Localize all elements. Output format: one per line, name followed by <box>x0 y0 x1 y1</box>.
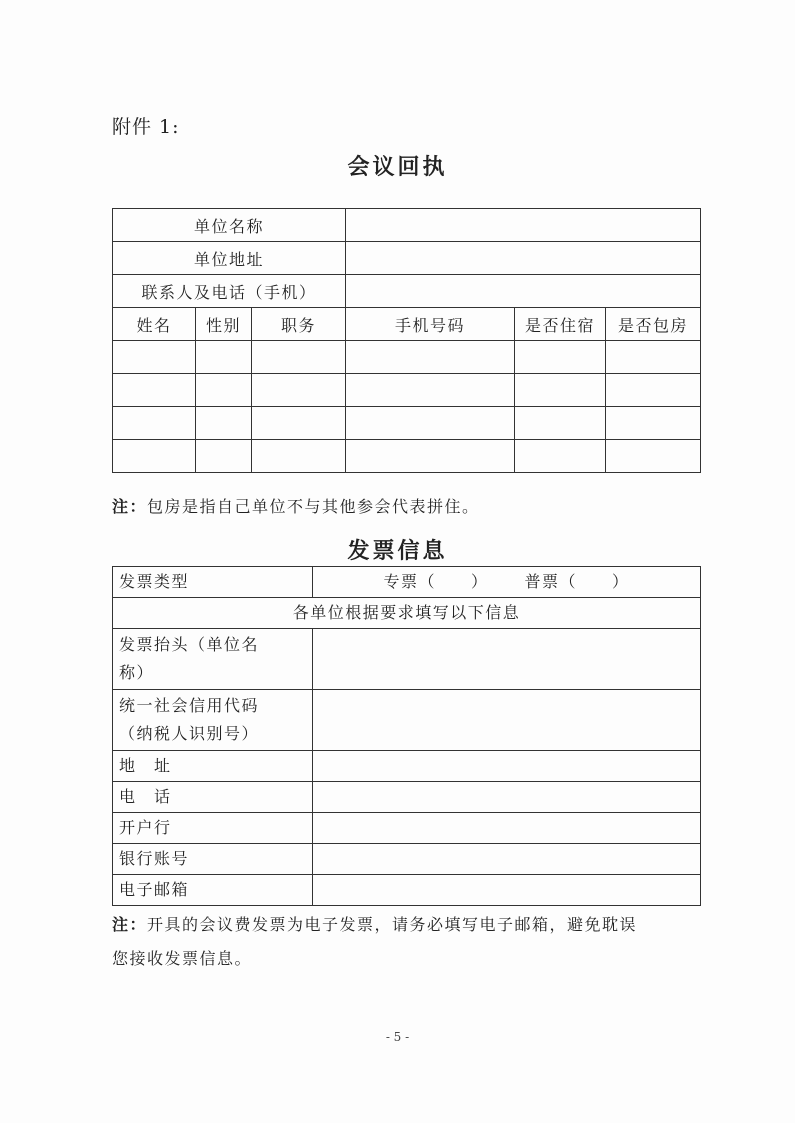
invoice-phone-row <box>113 782 701 813</box>
invoice-phone-label: 电 话 <box>113 782 313 813</box>
name-cell[interactable] <box>113 407 196 440</box>
email-field[interactable] <box>313 875 701 906</box>
contact-row <box>113 275 701 308</box>
invoice-type-label: 发票类型 <box>113 567 313 598</box>
mobile-cell[interactable] <box>346 341 515 374</box>
unit-name-field[interactable] <box>346 209 701 242</box>
name-cell[interactable] <box>113 440 196 473</box>
receipt-note <box>112 490 480 524</box>
account-field[interactable] <box>313 844 701 875</box>
invoice-phone-field[interactable] <box>313 782 701 813</box>
lodging-cell[interactable] <box>515 407 606 440</box>
private-room-cell[interactable] <box>606 341 701 374</box>
unit-address-label: 单位地址 <box>113 242 346 275</box>
credit-code-label-line1: 统一社会信用代码 <box>119 696 260 715</box>
invoice-address-label: 地 址 <box>113 751 313 782</box>
contact-field[interactable] <box>346 275 701 308</box>
invoice-type-normal[interactable]: 普票（ ） <box>524 572 630 591</box>
table-row <box>113 440 701 473</box>
email-label: 电子邮箱 <box>113 875 313 906</box>
bank-row <box>113 813 701 844</box>
col-name: 姓名 <box>113 308 196 341</box>
lodging-cell[interactable] <box>515 341 606 374</box>
credit-code-field[interactable] <box>313 690 701 751</box>
gender-cell[interactable] <box>196 440 252 473</box>
position-cell[interactable] <box>252 440 346 473</box>
unit-address-field[interactable] <box>346 242 701 275</box>
gender-cell[interactable] <box>196 374 252 407</box>
table-row <box>113 374 701 407</box>
private-room-cell[interactable] <box>606 440 701 473</box>
column-header-row <box>113 308 701 341</box>
bank-field[interactable] <box>313 813 701 844</box>
bank-label: 开户行 <box>113 813 313 844</box>
invoice-header-field[interactable] <box>313 629 701 690</box>
invoice-address-row <box>113 751 701 782</box>
mobile-cell[interactable] <box>346 407 515 440</box>
invoice-header-label-line1: 发票抬头（单位名 <box>119 635 260 654</box>
invoice-header-label-line2: 称） <box>119 663 155 682</box>
invoice-header-label <box>113 629 313 690</box>
invoice-note-prefix: 注： <box>112 915 148 934</box>
mobile-cell[interactable] <box>346 374 515 407</box>
invoice-note-line1: 开具的会议费发票为电子发票，请务必填写电子邮箱，避免耽误 <box>147 915 638 934</box>
col-position: 职务 <box>252 308 346 341</box>
private-room-cell[interactable] <box>606 407 701 440</box>
invoice-table <box>112 566 701 906</box>
position-cell[interactable] <box>252 341 346 374</box>
invoice-note <box>112 908 692 976</box>
account-row <box>113 844 701 875</box>
invoice-type-options <box>313 567 701 598</box>
private-room-cell[interactable] <box>606 374 701 407</box>
invoice-note-line2: 您接收发票信息。 <box>112 949 253 968</box>
invoice-type-row <box>113 567 701 598</box>
credit-code-label <box>113 690 313 751</box>
invoice-type-special[interactable]: 专票（ ） <box>383 572 489 591</box>
col-gender: 性别 <box>196 308 252 341</box>
invoice-instruction-row <box>113 598 701 629</box>
invoice-header-row <box>113 629 701 690</box>
col-private-room: 是否包房 <box>606 308 701 341</box>
receipt-note-prefix: 注： <box>112 497 148 516</box>
account-label: 银行账号 <box>113 844 313 875</box>
position-cell[interactable] <box>252 374 346 407</box>
table-row <box>113 341 701 374</box>
col-lodging: 是否住宿 <box>515 308 606 341</box>
receipt-title: 会议回执 <box>347 155 448 180</box>
mobile-cell[interactable] <box>346 440 515 473</box>
invoice-address-field[interactable] <box>313 751 701 782</box>
name-cell[interactable] <box>113 374 196 407</box>
table-row <box>113 407 701 440</box>
lodging-cell[interactable] <box>515 440 606 473</box>
receipt-table <box>112 208 701 473</box>
lodging-cell[interactable] <box>515 374 606 407</box>
name-cell[interactable] <box>113 341 196 374</box>
unit-name-label: 单位名称 <box>113 209 346 242</box>
gender-cell[interactable] <box>196 341 252 374</box>
attachment-label: 附件 1: <box>112 116 180 138</box>
email-row <box>113 875 701 906</box>
page-number: - 5 - <box>385 1030 410 1044</box>
contact-label: 联系人及电话（手机） <box>113 275 346 308</box>
col-mobile: 手机号码 <box>346 308 515 341</box>
unit-name-row <box>113 209 701 242</box>
invoice-title: 发票信息 <box>347 539 448 564</box>
credit-code-label-line2: （纳税人识别号） <box>119 724 260 743</box>
invoice-instruction: 各单位根据要求填写以下信息 <box>113 598 701 629</box>
credit-code-row <box>113 690 701 751</box>
unit-address-row <box>113 242 701 275</box>
gender-cell[interactable] <box>196 407 252 440</box>
receipt-note-text: 包房是指自己单位不与其他参会代表拼住。 <box>147 497 480 516</box>
position-cell[interactable] <box>252 407 346 440</box>
